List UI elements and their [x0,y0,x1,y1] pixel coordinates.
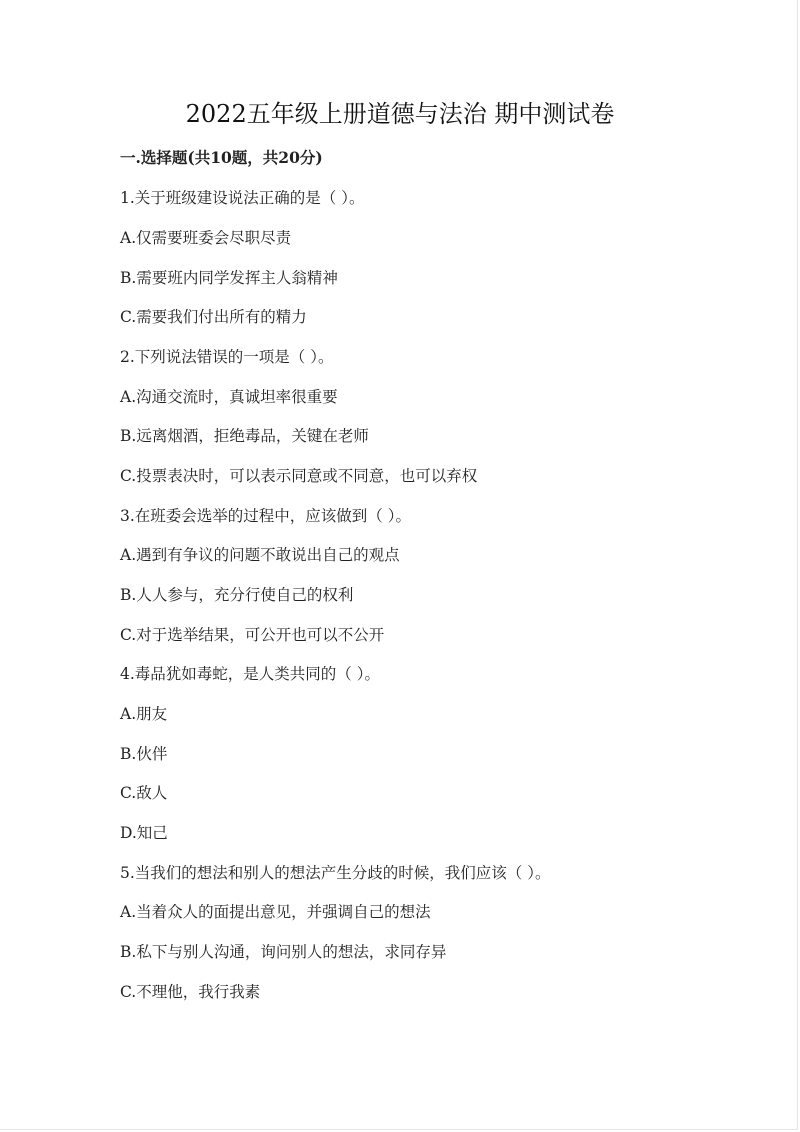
question-1-option-b: B.需要班内同学发挥主人翁精神 [120,269,338,287]
question-1-option-a: A.仅需要班委会尽职尽责 [120,229,292,247]
question-2-option-b: B.远离烟酒，拒绝毒品，关键在老师 [120,427,369,445]
question-5-option-a: A.当着众人的面提出意见，并强调自己的想法 [120,903,431,921]
question-1-option-c: C.需要我们付出所有的精力 [120,308,307,326]
question-3-option-b: B.人人参与，充分行使自己的权利 [120,586,354,604]
question-4-option-c: C.敌人 [120,784,168,802]
question-5-option-c: C.不理他，我行我素 [120,983,261,1001]
document-title: 2022五年级上册道德与法治 期中测试卷 [185,100,615,128]
question-5-option-b: B.私下与别人沟通，询问别人的想法，求同存异 [120,943,447,961]
question-2-option-a: A.沟通交流时，真诚坦率很重要 [120,388,338,406]
question-4-option-a: A.朋友 [120,705,168,723]
section-heading: 一.选择题(共10题，共20分) [120,148,323,167]
question-4-option-d: D.知己 [120,824,168,842]
question-4-option-b: B.伙伴 [120,745,168,763]
question-3-option-a: A.遇到有争议的问题不敢说出自己的观点 [120,546,400,564]
question-2-option-c: C.投票表决时，可以表示同意或不同意，也可以弃权 [120,467,478,485]
question-3-stem: 3.在班委会选举的过程中，应该做到（ ）。 [120,507,411,525]
question-1-stem: 1.关于班级建设说法正确的是（ ）。 [120,189,365,207]
question-4-stem: 4.毒品犹如毒蛇，是人类共同的（ ）。 [120,665,380,683]
question-3-option-c: C.对于选举结果，可公开也可以不公开 [120,626,385,644]
question-2-stem: 2.下列说法错误的一项是（ ）。 [120,348,334,366]
question-5-stem: 5.当我们的想法和别人的想法产生分歧的时候，我们应该（ ）。 [120,864,551,882]
